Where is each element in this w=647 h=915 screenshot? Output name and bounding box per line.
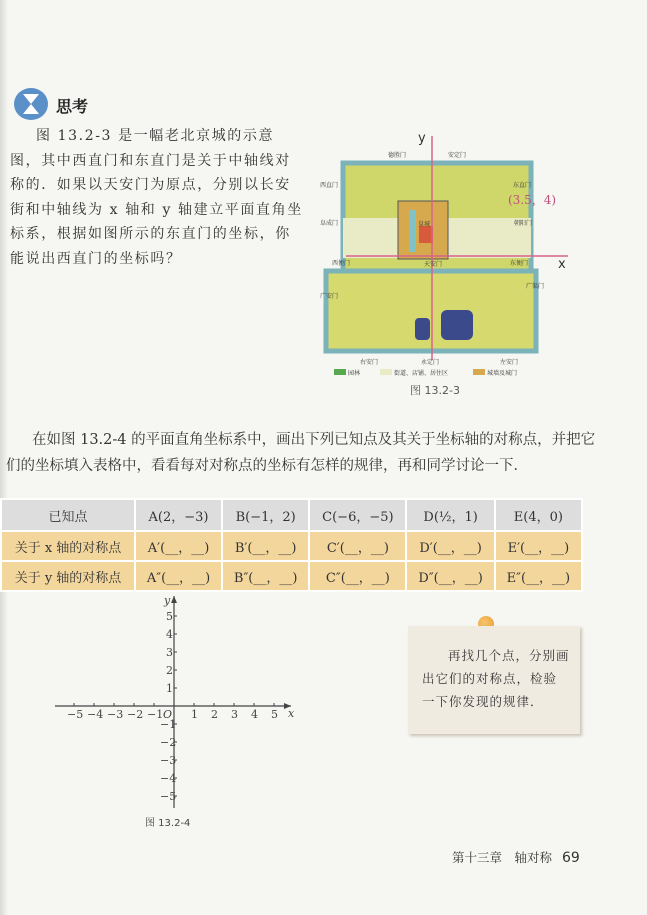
table-header-cell: B(−1，2) — [222, 499, 309, 531]
coordinate-grid — [55, 590, 305, 830]
y-axis-label: y — [164, 594, 171, 607]
x-axis-label: x — [288, 707, 295, 720]
x-tick-label: 1 — [191, 708, 198, 721]
y-tick-label: −4 — [160, 772, 177, 785]
x-tick-label: −1 — [147, 708, 164, 721]
table-cell: D″(__，__) — [406, 561, 494, 591]
y-tick-label: −3 — [160, 754, 177, 767]
table-row — [1, 561, 582, 591]
table-header-row — [1, 499, 582, 531]
x-tick-label: −2 — [127, 708, 144, 721]
page-number: 69 — [562, 850, 580, 866]
table-cell: C″(__，__) — [309, 561, 406, 591]
sticky-note — [408, 626, 580, 734]
table-row — [1, 531, 582, 561]
table-header-cell: C(−6，−5) — [309, 499, 406, 531]
map-axis-y: y — [418, 131, 426, 146]
x-tick-label: −5 — [67, 708, 84, 721]
x-tick-label: 3 — [231, 708, 238, 721]
legend-garden: 园林 — [348, 370, 361, 377]
legend-streets: 街道、店铺、居住区 — [394, 370, 449, 377]
table-header-cell: D(½，1) — [406, 499, 494, 531]
table-header-cell: E(4，0) — [495, 499, 582, 531]
table-cell: A″(__，__) — [135, 561, 222, 591]
gate-dongzhimen: 东直门 — [513, 182, 532, 189]
think-paragraph: 图 13.2-3 是一幅老北京城的示意图，其中西直门和东直门是关于中轴线对称的．如果以天安门为原点，分别以长安街和中轴线为 x 轴和 y 轴建立平面直角坐标系，根据如图所示的东直门的坐标，你能说出西直门的坐标吗？ — [10, 128, 303, 267]
map-axis-x: x — [558, 257, 566, 272]
gate-dongbianmen: 东便门 — [510, 260, 529, 267]
symmetry-table — [0, 498, 583, 592]
gate-zuoanmen: 左安门 — [500, 359, 519, 366]
gate-guanganmen: 广安门 — [320, 293, 339, 300]
y-tick-label: 3 — [166, 646, 173, 659]
table-cell: D′(__，__) — [406, 531, 494, 561]
dongzhimen-coord: (3.5，4) — [508, 193, 557, 207]
legend-walls: 城墙及城门 — [487, 370, 518, 377]
y-axis-arrow — [171, 596, 177, 603]
x-tick-label: −3 — [107, 708, 124, 721]
page-footer — [452, 848, 580, 866]
gate-guangqumen: 广渠门 — [526, 283, 545, 290]
x-tick-label: 4 — [251, 708, 258, 721]
origin-label: O — [163, 708, 173, 721]
gate-deshengmen: 德胜门 — [388, 152, 407, 159]
table-cell: B′(__，__) — [222, 531, 309, 561]
table-cell: B″(__，__) — [222, 561, 309, 591]
table-cell: E″(__，__) — [495, 561, 582, 591]
gate-fuchengmen: 阜成门 — [320, 220, 339, 227]
table-cell: A′(__，__) — [135, 531, 222, 561]
gate-andingmen: 安定门 — [448, 152, 467, 159]
gate-youanmen: 右安门 — [360, 359, 379, 366]
map-palace: 皇城 — [418, 221, 431, 228]
think-title: 思考 — [56, 97, 89, 116]
y-tick-label: 4 — [166, 628, 173, 641]
gate-xizhimen: 西直门 — [320, 182, 339, 189]
chapter-title: 第十三章 轴对称 — [452, 850, 553, 865]
gate-yongdingmen: 永定门 — [421, 359, 440, 366]
table-cell: 关于 y 轴的对称点 — [1, 561, 135, 591]
gate-chaoyangmen: 朝阳门 — [514, 220, 533, 227]
task-paragraph: 在如图 13.2-4 的平面直角坐标系中，画出下列已知点及其关于坐标轴的对称点，并把它们的坐标填入表格中，看看每对对称点的坐标有怎样的规律，再和同学讨论一下． — [6, 432, 596, 474]
map-caption: 图 13.2-3 — [410, 384, 460, 397]
table-cell: E′(__，__) — [495, 531, 582, 561]
grid-caption: 图 13.2-4 — [145, 818, 191, 829]
table-cell: C′(__，__) — [309, 531, 406, 561]
y-tick-label: 2 — [166, 664, 173, 677]
gate-tiananmen: 天安门 — [424, 261, 443, 268]
y-tick-label: 1 — [166, 682, 173, 695]
beijing-map — [318, 128, 580, 398]
y-tick-label: −2 — [160, 736, 177, 749]
think-icon — [14, 88, 48, 120]
y-tick-label: −5 — [160, 790, 177, 803]
table-cell: 关于 x 轴的对称点 — [1, 531, 135, 561]
table-header-cell: A(2，−3) — [135, 499, 222, 531]
x-tick-label: 2 — [211, 708, 218, 721]
x-tick-label: −4 — [87, 708, 104, 721]
x-tick-label: 5 — [271, 708, 278, 721]
y-tick-label: 5 — [166, 610, 173, 623]
note-text: 再找几个点，分别画出它们的对称点，检验一下你发现的规律． — [422, 648, 570, 709]
table-header-cell: 已知点 — [1, 499, 135, 531]
gate-xibianmen: 西便门 — [332, 260, 351, 267]
y-tick-label: −1 — [160, 718, 177, 731]
